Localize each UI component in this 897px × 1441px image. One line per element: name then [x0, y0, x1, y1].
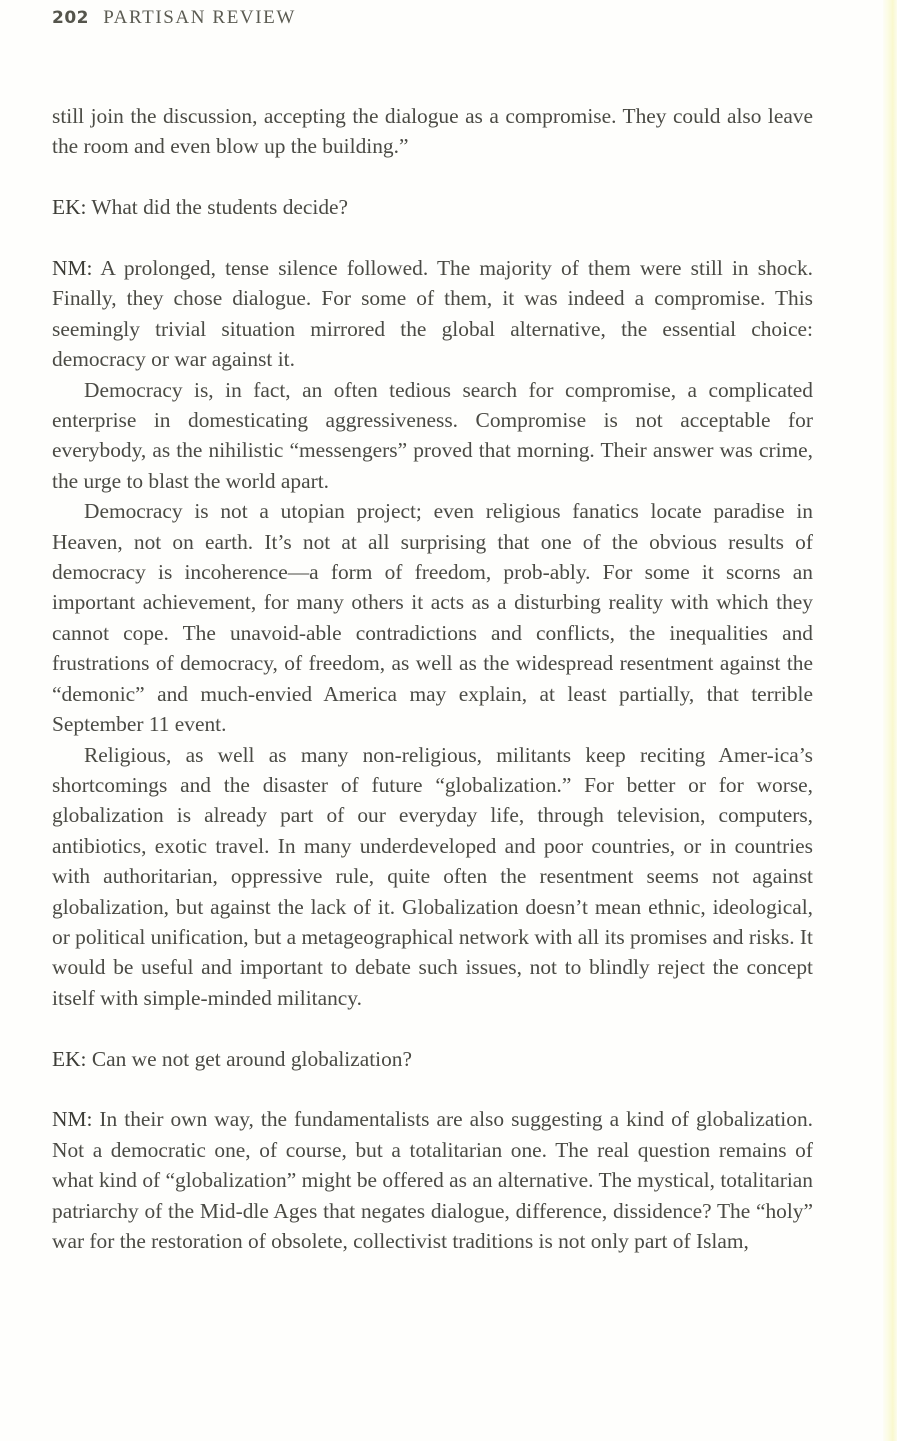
journal-title: PARTISAN REVIEW [103, 7, 296, 28]
question-paragraph [52, 1044, 813, 1074]
paragraph-continuation [52, 101, 813, 162]
page-edge-strip [883, 0, 897, 1441]
paragraph-text: Can we not get around globalization? [86, 1046, 412, 1071]
paragraph [52, 740, 813, 1014]
article-body [52, 101, 813, 1256]
paragraph-text: What did the students decide? [86, 195, 349, 220]
paragraph-text: Religious, as well as many non-religious, militants keep reciting Amer-ica’s shortcomings and the disaster of future “globalization.” For better or for worse, globalization is already part of our everyday life, through television, computers, antibiotics, exotic travel. In many underdeveloped and poor countries, or in countries with authoritarian, oppressive rule, quite often the resentment seems not against globalization, but against the lack of it. Globalization doesn’t mean ethnic, ideological, or political unification, but a metageographical network with all its promises and risks. It would be useful and important to debate such issues, not to blindly reject the concept itself with simple-minded militancy. [52, 742, 813, 1010]
speaker-label: EK: [52, 1046, 87, 1071]
answer-paragraph [52, 253, 813, 375]
paragraph-text: In their own way, the fundamentalists are also suggesting a kind of globalization. Not a democratic one, of course, but a totalitarian one. The real question remains of what kind of “globalization” might be offered as an alternative. The mystical, totalitarian patriarchy of the Mid-dle Ages that negates dialogue, difference, dissidence? The “holy” war for the restoration of obsolete, collectivist traditions is not only part of Islam, [52, 1107, 813, 1253]
speaker-label: NM: [52, 1107, 93, 1132]
paragraph [52, 375, 813, 497]
paragraph-text: Democracy is, in fact, an often tedious search for compromise, a complicated enterprise in domesticating aggressiveness. Compromise is not acceptable for everybody, as the nihilistic “messengers” proved that morning. Their answer was crime, the urge to blast the world apart. [52, 377, 813, 493]
speaker-label: NM: [52, 256, 93, 280]
paragraph-text: Democracy is not a utopian project; even religious fanatics locate paradise in Heaven, not on earth. It’s not at all surprising that one of the obvious results of democracy is incoherence—a form of freedom, prob-ably. For some it scorns an important achievement, for many others it acts as a disturbing reality with which they cannot cope. The unavoid-able contradictions and conflicts, the inequalities and frustrations of democracy, of freedom, as well as the widespread resentment against the “demonic” and much-envied America may explain, at least partially, that terrible September 11 event. [52, 499, 813, 737]
speaker-label: EK: [52, 195, 87, 220]
paragraph-text: still join the discussion, accepting the dialogue as a compromise. They could also leave the room and even blow up the building.” [52, 104, 813, 159]
question-paragraph [52, 192, 813, 222]
paragraph [52, 496, 813, 739]
paragraph-text: A prolonged, tense silence followed. The majority of them were still in shock. Finally, they chose dialogue. For some of them, it was indeed a compromise. This seemingly trivial situation mirrored the global alternative, the essential choice: democracy or war against it. [52, 256, 813, 372]
page-number: 202 [52, 8, 89, 28]
running-head [52, 7, 296, 29]
answer-paragraph [52, 1104, 813, 1256]
